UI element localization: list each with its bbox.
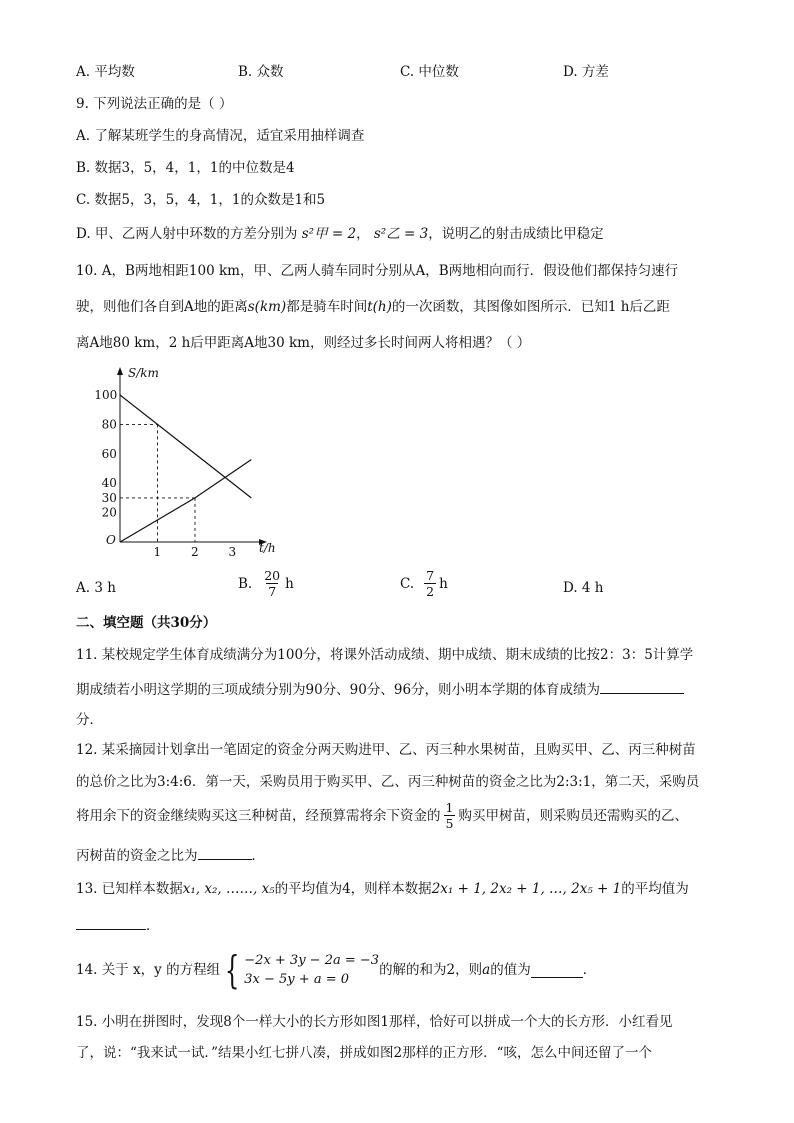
q13-line1-a: 13. 已知样本数据 [76, 881, 183, 897]
y-tick-label-1: 20 [101, 505, 117, 520]
q14-prefix: 14. 关于 x，y 的方程组 [76, 962, 221, 978]
q10-t-h: t(h) [367, 299, 392, 315]
q14-line [76, 950, 596, 990]
q10-option-c-denominator: 2 [426, 584, 435, 599]
q10-option-c-unit: h [439, 575, 448, 592]
q12-fraction-numerator: 1 [445, 800, 454, 815]
brace-icon: { [224, 948, 240, 992]
x-tick-label-2: 2 [191, 545, 199, 559]
y-tick-label-2: 30 [101, 490, 117, 505]
q10-option-b-unit: h [285, 575, 294, 592]
q9-option-a: A. 了解某班学生的身高情况，适宜采用抽样调查 [76, 128, 365, 144]
q12-line2: 的总价之比为3:4:6．第一天，采购员用于购买甲、乙、丙三种树苗的资金之比为2:3:1，第二天，采购员 [76, 774, 700, 790]
q13-line1-b: 的平均值为4，则样本数据 [274, 881, 432, 897]
q8-option-b: B. 众数 [238, 64, 284, 80]
q11-line2-text: 期成绩若小明这学期的三项成绩分别为90分、90分、96分，则小明本学期的体育成绩为 [76, 682, 601, 698]
q9-d-variance-jia: s²甲 = 2 [301, 226, 357, 242]
q10-option-b [238, 568, 294, 599]
q11-answer-blank[interactable] [600, 679, 684, 694]
q9-stem: 9. 下列说法正确的是（ ） [76, 96, 233, 112]
q10-line3: 离A地80 km，2 h后甲距离A地30 km，则经过多长时间两人将相遇？（ ） [76, 335, 531, 351]
series-line-1 [120, 395, 251, 498]
q10-option-b-label: B. [238, 575, 253, 592]
q14-equation-1: −2x + 3y − 2a = −3 [244, 953, 380, 968]
q10-line2-a: 驶，则他们各自到A地的距离 [76, 299, 248, 315]
x-axis-label: t/h [259, 541, 276, 555]
q8-option-d: D. 方差 [563, 64, 609, 80]
q8-option-c: C. 中位数 [400, 64, 459, 80]
q12-line4-b: ． [251, 848, 265, 864]
q9-d-variance-yi: s²乙 = 3 [373, 226, 429, 242]
q10-option-c-label: C. [400, 575, 415, 592]
q13-line1 [76, 880, 689, 898]
q11-line1: 11. 某校规定学生体育成绩满分为100分，将课外活动成绩、期中成绩、期末成绩的比按2：3：5计算学 [76, 647, 694, 663]
q12-line1: 12. 某采摘园计划拿出一笔固定的资金分两天购进甲、乙、丙三种水果树苗，且购买甲、乙、丙三种树苗 [76, 742, 696, 758]
q15-line1: 15. 小明在拼图时，发现8个一样大小的长方形如图1那样，恰好可以拼成一个大的长方形．小红看见 [76, 1014, 673, 1030]
origin-label: O [106, 533, 116, 547]
q10-graph [96, 362, 326, 562]
q10-option-a: A. 3 h [76, 580, 116, 596]
section-title-fill-in: 二、填空题（共30分） [76, 615, 217, 631]
q14-equation-system [220, 948, 380, 992]
q13-sample-data: x₁, x₂, ……, x₅ [182, 881, 275, 897]
q9-d-suffix: ，说明乙的射击成绩比甲稳定 [428, 226, 604, 242]
q15-line2: 了，说：“我来试一试．”结果小红七拼八凑，拼成如图2那样的正方形．“咳，怎么中间还留了一个 [76, 1045, 653, 1061]
y-axis-label: S/km [128, 365, 159, 380]
q10-line2-c: 的一次函数，其图像如图所示．已知1 h后乙距 [391, 299, 670, 315]
q11-line3: 分． [76, 712, 103, 728]
q12-line3-b: 购买甲树苗，则采购员还需购买的乙、 [458, 807, 688, 824]
y-tick-label-5: 80 [101, 417, 117, 432]
q13-line2-end: ． [146, 918, 160, 934]
x-tick-label-1: 1 [153, 545, 162, 559]
q10-line2 [76, 298, 670, 316]
q12-line4-a: 丙树苗的资金之比为 [76, 848, 198, 864]
q12-line3 [76, 800, 688, 831]
q12-line4 [76, 845, 265, 865]
q10-option-b-fraction [262, 568, 282, 599]
q13-line2 [76, 915, 160, 935]
y-tick-label-6: 100 [94, 388, 118, 402]
q10-line2-b: 都是骑车时间 [286, 299, 368, 315]
y-axis-arrow-icon [117, 367, 123, 375]
q9-option-d: D. 甲、乙两人射中环数的方差分别为 s²甲 = 2， s²乙 = 3，说明乙的射击成绩比甲稳定 [76, 226, 604, 242]
y-tick-label-3: 40 [101, 476, 117, 491]
q10-option-d: D. 4 h [563, 580, 604, 596]
q10-s-km: s(km) [247, 299, 287, 315]
q13-transformed-data: 2x₁ + 1, 2x₂ + 1, …, 2x₅ + 1 [431, 881, 622, 897]
q14-mid: 的解的和为2，则 [379, 962, 483, 978]
q14-suffix-b: ． [582, 962, 597, 978]
q10-option-c-numerator: 7 [426, 568, 435, 583]
q12-line3-a: 将用余下的资金继续购买这三种树苗，经预算需将余下资金的 [76, 807, 441, 824]
q13-line1-c: 的平均值为 [621, 881, 689, 897]
q10-option-c-fraction [424, 568, 436, 599]
q10-option-b-numerator: 20 [264, 568, 281, 583]
q13-answer-blank[interactable] [76, 915, 146, 930]
q12-fraction-denominator: 5 [445, 816, 454, 831]
q10-option-c [400, 568, 448, 599]
q14-suffix-a: 的值为 [490, 962, 531, 978]
y-tick-label-4: 60 [101, 446, 117, 461]
q14-equation-2: 3x − 5y + a = 0 [244, 972, 349, 987]
q12-fraction [444, 800, 456, 831]
q12-answer-blank[interactable] [198, 845, 252, 860]
q11-line2 [76, 679, 684, 699]
x-tick-label-3: 3 [228, 545, 237, 559]
q9-option-c: C. 数据5，3，5，4，1，1的众数是1和5 [76, 192, 326, 208]
q9-option-b: B. 数据3，5，4，1，1的中位数是4 [76, 160, 295, 176]
q9-d-prefix: D. 甲、乙两人射中环数的方差分别为 [76, 226, 298, 242]
series-line-2 [120, 460, 251, 542]
q14-variable-a: a [482, 962, 491, 978]
q14-answer-blank[interactable] [531, 963, 583, 978]
q8-option-a: A. 平均数 [76, 64, 135, 80]
q10-option-b-denominator: 7 [268, 584, 277, 599]
q10-line1: 10. A，B两地相距100 km，甲、乙两人骑车同时分别从A，B两地相向而行．假设他们都保持匀速行 [76, 263, 679, 279]
